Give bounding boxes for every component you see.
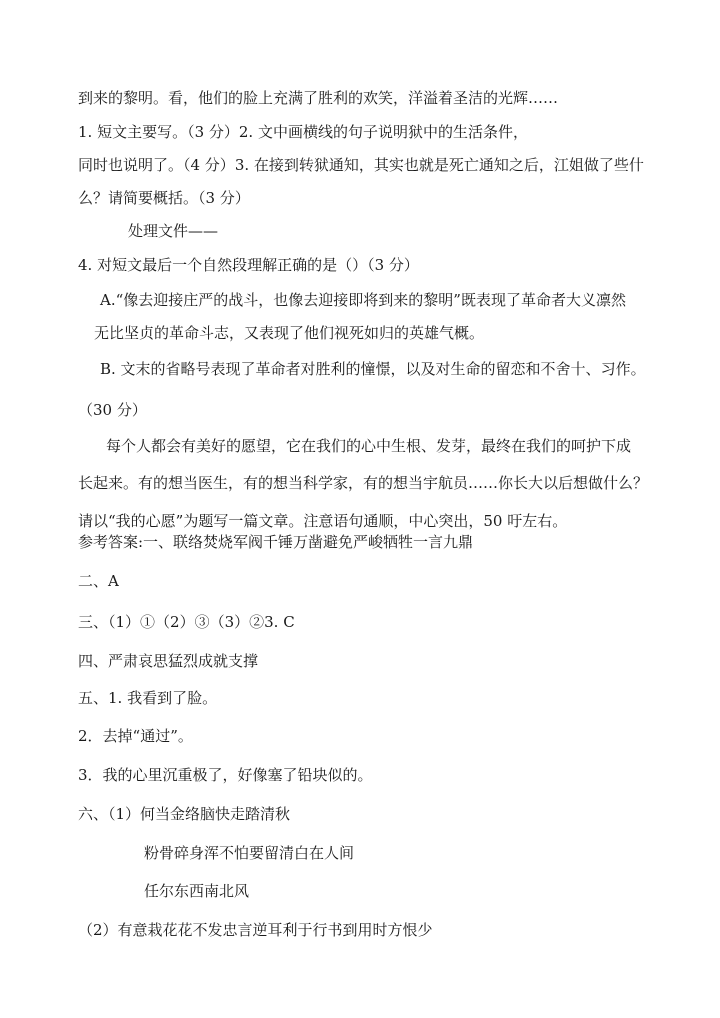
text-line: 参考答案:一、联络焚烧军阀千锤万凿避免严峻牺牲一言九鼎	[78, 533, 474, 551]
text-line: 每个人都会有美好的愿望，它在我们的心中生根、发芽，最终在我们的呵护下成	[106, 437, 632, 455]
text-line: 无比坚贞的革命斗志，又表现了他们视死如归的英雄气概。	[94, 324, 485, 342]
text-line: （2）有意栽花花不发忠言逆耳利于行书到用时方恨少	[78, 921, 433, 939]
text-line: 粉骨碎身浑不怕要留清白在人间	[144, 844, 355, 862]
text-line: 3．我的心里沉重极了，好像塞了铅块似的。	[78, 766, 373, 784]
text-line: 1. 短文主要写。（3 分）2. 文中画横线的句子说明狱中的生活条件，	[78, 123, 528, 141]
text-line: 二、A	[78, 572, 119, 590]
text-line: 请以“我的心愿”为题写一篇文章。注意语句通顺，中心突出，50 吁左右。	[78, 512, 568, 530]
text-line: B. 文末的省略号表现了革命者对胜利的憧憬，以及对生命的留恋和不舍十、习作。	[100, 360, 646, 378]
text-line: 4. 对短文最后一个自然段理解正确的是（）（3 分）	[78, 256, 419, 274]
text-line: 五、1. 我看到了脸。	[78, 689, 218, 707]
text-line: 六、（1）何当金络脑快走踏清秋	[78, 805, 291, 823]
text-line: 么？请简要概括。（3 分）	[78, 189, 250, 207]
text-line: A.“像去迎接庄严的战斗，也像去迎接即将到来的黎明”既表现了革命者大义凛然	[100, 291, 626, 309]
text-line: 到来的黎明。看，他们的脸上充满了胜利的欢笑，洋溢着圣洁的光辉……	[78, 89, 559, 107]
text-line: （30 分）	[78, 401, 147, 419]
text-line: 任尔东西南北风	[144, 882, 250, 900]
text-line: 四、严肃哀思猛烈成就支撑	[78, 652, 259, 670]
text-line: 长起来。有的想当医生，有的想当科学家，有的想当宇航员……你长大以后想做什么？	[78, 474, 649, 492]
text-line: 处理文件——	[128, 222, 219, 240]
text-line: 2．去掉“通过”。	[78, 727, 193, 745]
text-line: 三、（1）①（2）③（3）②3. C	[78, 613, 295, 631]
text-line: 同时也说明了。（4 分）3. 在接到转狱通知，其实也就是死亡通知之后，江姐做了些什	[78, 156, 644, 174]
